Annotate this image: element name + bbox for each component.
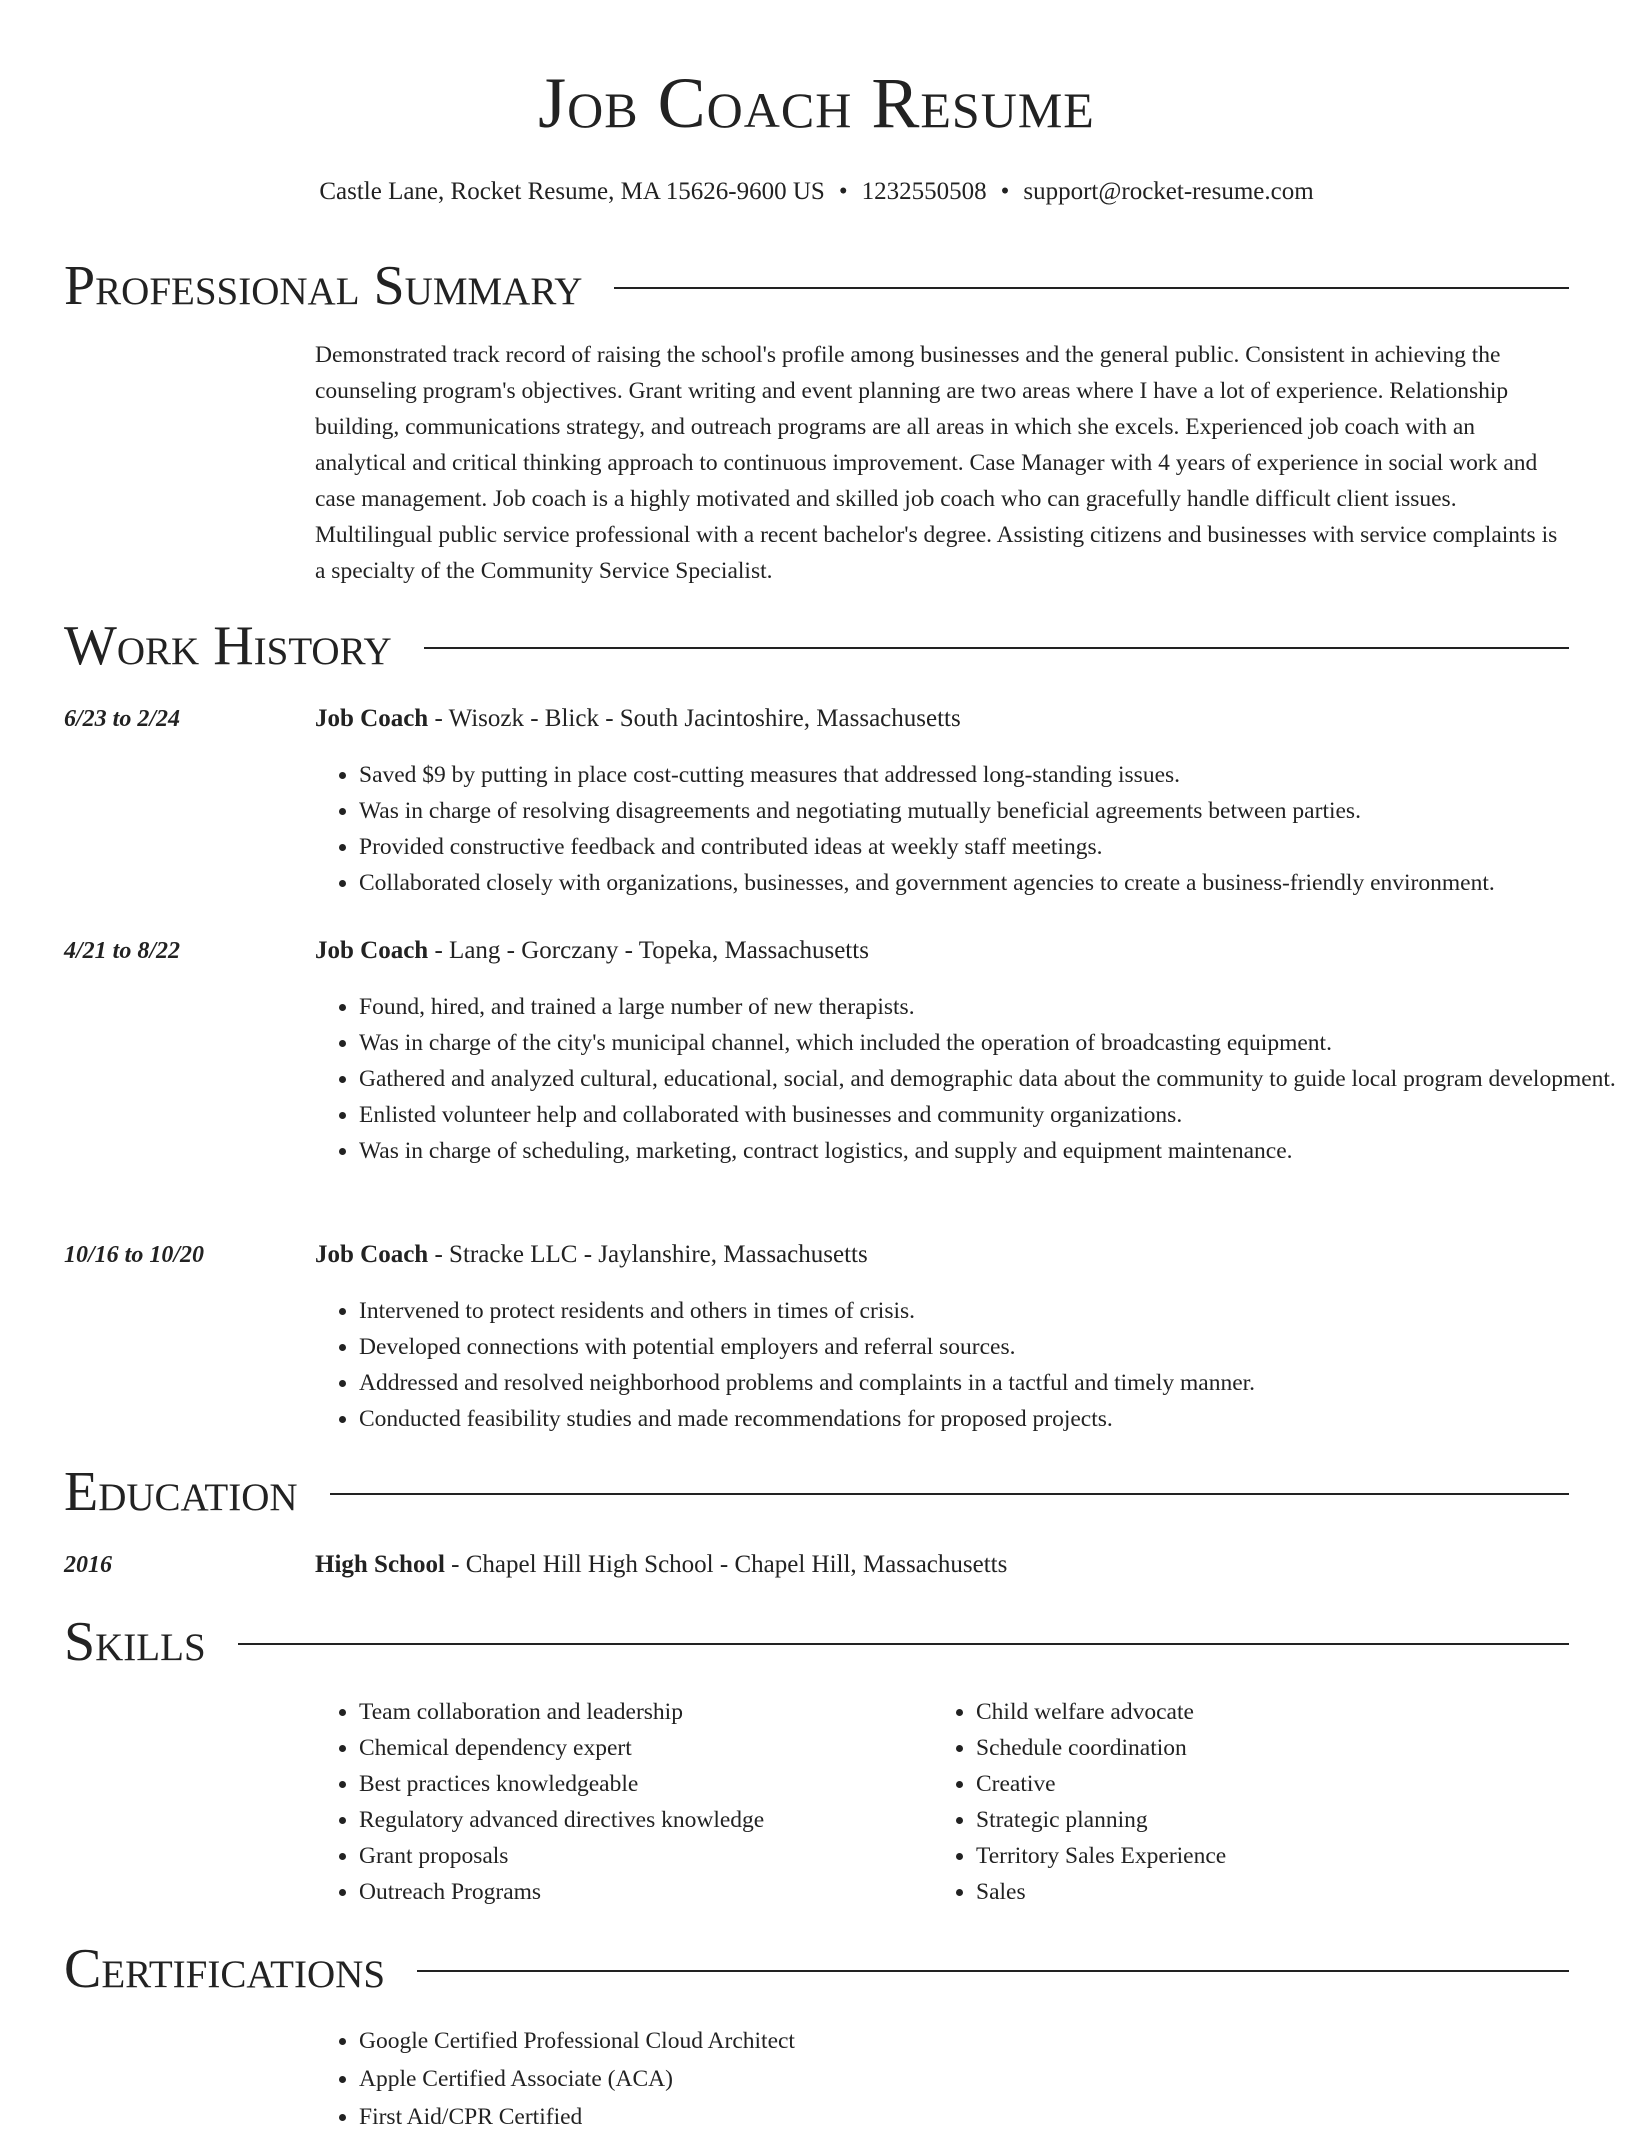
job-headline [315,1239,868,1271]
job-title: Job Coach [315,937,429,964]
work-heading: Work History [64,615,392,677]
summary-text: Demonstrated track record of raising the school's profile among businesses and the general public. Consistent in achieving the counseling program's objectives. Grant writing and event planning are two areas where I have a lot of experience. Relationship building, communications strategy, and outreach programs are all areas in which she excels. Experienced job coach with an analytical and critical thinking approach to continuous improvement. Case Manager with 4 years of experience in social work and case management. Job coach is a highly motivated and skilled job coach who can gracefully handle difficult client issues. Multilingual public service professional with a recent bachelor's degree. Assisting citizens and businesses with service complaints is a specialty of the Community Service Specialist. [315,342,1558,584]
skills-list-right [932,1694,1536,1910]
section-divider [330,1493,1569,1495]
job-dates: 6/23 to 2/24 [64,706,181,732]
job-title: Job Coach [315,705,429,732]
certification-item: • First Aid/CPR Certified [359,2098,795,2136]
skill-item: • Creative [976,1766,1536,1802]
contact-separator: • [838,178,848,205]
section-divider [614,287,1569,289]
job-bullets [315,1293,1619,1437]
skill-item: • Regulatory advanced directives knowledge [359,1802,919,1838]
skill-item: • Team collaboration and leadership [359,1694,919,1730]
resume-page [64,0,1616,2130]
certifications-list [315,2022,795,2136]
education-degree: High School [315,1551,445,1578]
job-bullet: • Was in charge of scheduling, marketing, contract logistics, and supply and equipment maintenance. [359,1133,1619,1169]
job-bullet: • Gathered and analyzed cultural, educational, social, and demographic data about the community to guide local program development. [359,1061,1619,1097]
certification-item: • Google Certified Professional Cloud Architect [359,2022,795,2060]
section-divider [417,1970,1569,1972]
job-bullet: • Developed connections with potential employers and referral sources. [359,1329,1619,1365]
job-bullets [315,989,1619,1169]
section-divider [424,647,1569,649]
job-bullet: • Was in charge of the city's municipal channel, which included the operation of broadcasting equipment. [359,1025,1619,1061]
skill-item: • Sales [976,1874,1536,1910]
job-bullet: • Conducted feasibility studies and made recommendations for proposed projects. [359,1401,1619,1437]
certification-item: • Apple Certified Associate (ACA) [359,2060,795,2098]
skill-item: • Child welfare advocate [976,1694,1536,1730]
contact-line [64,176,1569,208]
skill-item: • Schedule coordination [976,1730,1536,1766]
contact-email: support@rocket-resume.com [1023,178,1314,205]
skills-section-header [64,1612,1569,1672]
job-bullet: • Saved $9 by putting in place cost-cutting measures that addressed long-standing issues. [359,757,1619,793]
certifications-heading: Certifications [64,1938,386,2000]
job-dates: 10/16 to 10/20 [64,1242,205,1268]
job-dates: 4/21 to 8/22 [64,938,181,964]
contact-separator: • [1000,178,1010,205]
job-bullet: • Enlisted volunteer help and collaborated with businesses and community organizations. [359,1097,1619,1133]
education-year: 2016 [64,1552,112,1578]
job-bullet: • Addressed and resolved neighborhood problems and complaints in a tactful and timely manner. [359,1365,1619,1401]
job-headline [315,703,961,735]
education-heading: Education [64,1461,298,1523]
contact-phone: 1232550508 [861,178,987,205]
job-bullet: • Found, hired, and trained a large number of new therapists. [359,989,1619,1025]
skill-item: • Strategic planning [976,1802,1536,1838]
work-section-header [64,616,1569,676]
job-bullet: • Collaborated closely with organizations, businesses, and government agencies to create a business-friendly environment. [359,865,1619,901]
summary-heading: Professional Summary [64,255,583,317]
skill-item: • Chemical dependency expert [359,1730,919,1766]
certifications-section-header [64,1939,1569,1999]
skill-item: • Outreach Programs [359,1874,919,1910]
skill-item: • Grant proposals [359,1838,919,1874]
resume-title: Job Coach Resume [538,63,1095,143]
job-title: Job Coach [315,1241,429,1268]
job-headline [315,935,869,967]
education-details: - Chapel Hill High School - Chapel Hill, Massachusetts [444,1551,1008,1578]
job-details: - Wisozk - Blick - South Jacintoshire, Massachusetts [428,705,961,732]
skill-item: • Territory Sales Experience [976,1838,1536,1874]
education-headline [315,1549,1007,1581]
job-bullet: • Intervened to protect residents and others in times of crisis. [359,1293,1619,1329]
section-divider [238,1643,1569,1645]
job-bullet: • Provided constructive feedback and contributed ideas at weekly staff meetings. [359,829,1619,865]
skills-heading: Skills [64,1611,206,1673]
job-details: - Stracke LLC - Jaylanshire, Massachusetts [428,1241,868,1268]
summary-section-header [64,256,1569,316]
education-section-header [64,1462,1569,1522]
contact-address: Castle Lane, Rocket Resume, MA 15626-9600 US [319,178,825,205]
job-bullet: • Was in charge of resolving disagreements and negotiating mutually beneficial agreements between parties. [359,793,1619,829]
skill-item: • Best practices knowledgeable [359,1766,919,1802]
job-details: - Lang - Gorczany - Topeka, Massachusetts [428,937,869,964]
job-bullets [315,757,1619,901]
skills-list-left [315,1694,919,1910]
